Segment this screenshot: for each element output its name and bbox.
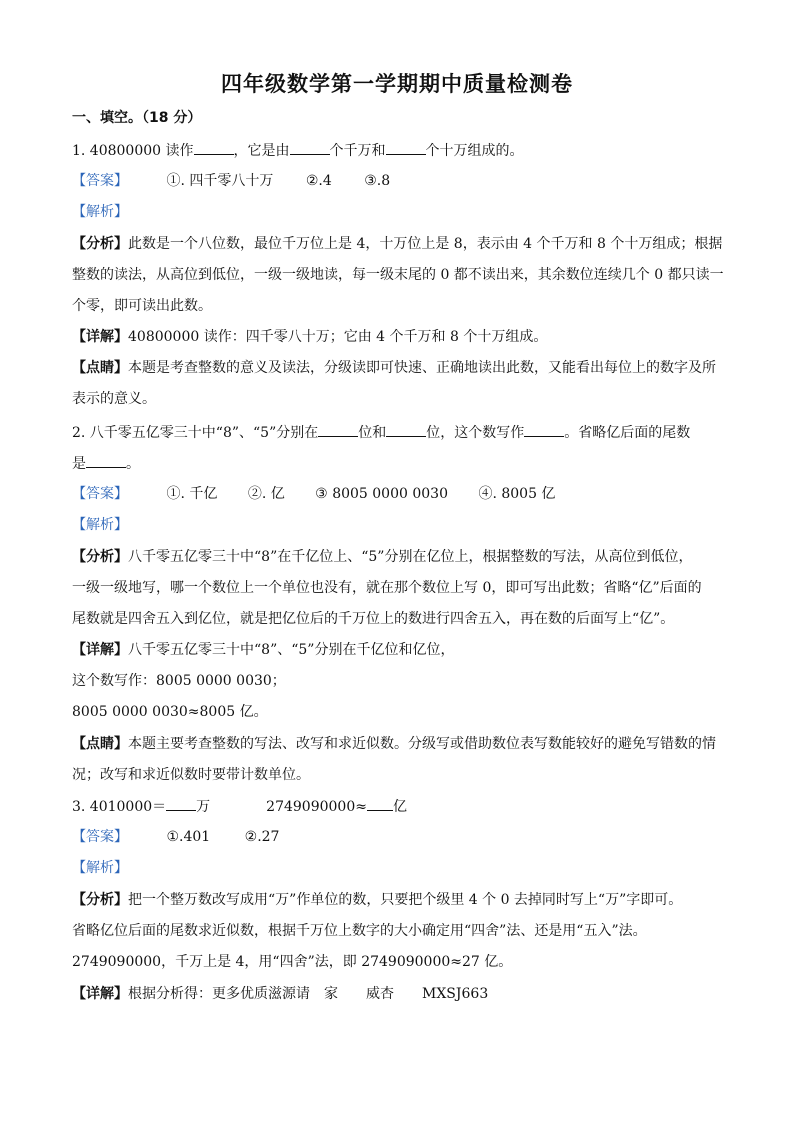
question-2-cont: [72, 453, 140, 474]
q2-analysis-line: 尾数就是四舍五入到亿位，就是把亿位后的千万位上的数进行四舍五入，再在数的后面写上“亿”。: [72, 611, 675, 627]
question-1: [72, 140, 524, 161]
q1-answer-1: ①. 四千零八十万: [166, 173, 274, 189]
q2-answer-2: ②. 亿: [247, 486, 285, 502]
q1-comment: [72, 358, 716, 378]
q3-answer-row: [72, 827, 279, 847]
answer-value: .4: [318, 173, 332, 189]
q2-stem: 位，这个数写作: [426, 425, 525, 441]
q2-stem: 位和: [358, 425, 387, 441]
analysis-heading: 【解析】: [72, 517, 128, 533]
answer-blank: [386, 140, 426, 155]
answer-blank: [290, 140, 330, 155]
q2-answer-4: ④. 8005 亿: [478, 486, 556, 502]
question-2: [72, 422, 690, 443]
q3-stem: 亿: [392, 799, 407, 815]
answer-blank: [318, 422, 358, 437]
q3-stem: 2749090000≈: [266, 799, 367, 815]
answer-blank: [86, 453, 126, 468]
answer-value: .27: [257, 829, 280, 845]
answer-value: 千亿: [189, 486, 218, 502]
analysis-heading: 【解析】: [72, 204, 128, 220]
q2-comment-line: 况；改写和求近似数时要带计数单位。: [72, 767, 310, 783]
q3-stem: 3. 4010000＝: [72, 799, 167, 815]
detail-text: 根据分析得：更多优质滋源请 家 威杏 MXSJ663: [128, 986, 489, 1002]
answer-tag: 【答案】: [72, 829, 128, 845]
analysis-tag: 【分析】: [72, 236, 128, 252]
q2-answer-1: ①. 千亿: [166, 486, 218, 502]
marker: ①: [166, 173, 181, 189]
answer-value: 8005 0000 0030: [332, 486, 448, 502]
q2-detail: [72, 640, 454, 660]
q3-analysis-line: [72, 890, 682, 910]
marker: ④: [478, 486, 493, 502]
marker: ②: [247, 486, 262, 502]
section-heading: 一、填空。（18 分）: [72, 110, 202, 126]
marker: ③: [315, 486, 328, 502]
answer-value: .401: [179, 829, 211, 845]
answer-tag: 【答案】: [72, 486, 128, 502]
answer-blank: [386, 422, 426, 437]
q2-stem: 是: [72, 456, 86, 472]
q2-detail-line: 这个数写作：8005 0000 0030；: [72, 673, 286, 689]
q2-stem: 2. 八千零五亿零三十中“8”、“5”分别在: [72, 425, 319, 441]
q1-stem: 个十万组成的。: [425, 143, 524, 159]
answer-value: .8: [376, 173, 391, 189]
answer-blank: [367, 796, 393, 811]
q3-analysis-line: 省略亿位后面的尾数求近似数，根据千万位上数字的大小确定用“四舍”法、还是用“五入”法。: [72, 923, 647, 939]
answer-blank: [524, 422, 564, 437]
question-3: [72, 796, 407, 817]
q1-comment-line: 表示的意义。: [72, 391, 156, 407]
q1-answer-row: [72, 171, 390, 191]
analysis-tag: 【分析】: [72, 549, 128, 565]
q2-analysis-line: 一级一级地写，哪一个数位上一个单位也没有，就在那个数位上写 0，即可写出此数；省略“亿”后面的: [72, 580, 702, 596]
analysis-tag: 【分析】: [72, 892, 128, 908]
q1-detail: [72, 327, 547, 347]
answer-value: 8005 亿: [501, 486, 556, 502]
q1-stem: ，它是由: [233, 143, 290, 159]
q2-comment: [72, 734, 716, 754]
analysis-text: 把一个整万数改写成用“万”作单位的数，只要把个级里 4 个 0 去掉同时写上“万”字即可。: [128, 892, 683, 908]
answer-tag: 【答案】: [72, 173, 128, 189]
detail-text: 40800000 读作：四千零八十万；它由 4 个千万和 8 个十万组成。: [128, 329, 548, 345]
q1-analysis-line: 个零，即可读出此数。: [72, 298, 212, 314]
q3-answer-1: [166, 827, 210, 847]
marker: ②: [305, 173, 319, 189]
q1-stem: 个千万和: [329, 143, 386, 159]
analysis-heading: 【解析】: [72, 860, 128, 876]
analysis-text: 八千零五亿零三十中“8”在千亿位上、“5”分别在亿位上，根据整数的写法，从高位到低位，: [128, 549, 693, 565]
marker: ①: [166, 486, 181, 502]
q1-analysis-line: 整数的读法，从高位到低位，一级一级地读，每一级末尾的 0 都不读出来，其余数位连续几个 0 都只读一: [72, 267, 724, 283]
q2-stem: 。省略亿后面的尾数: [564, 425, 691, 441]
analysis-text: 此数是一个八位数，最位千万位上是 4，十万位上是 8，表示由 4 个千万和 8 个十万组成；根据: [128, 236, 723, 252]
q1-stem: 1. 40800000 读作: [72, 143, 194, 159]
q3-stem: 万: [196, 799, 211, 815]
q1-analysis-line: [72, 234, 722, 254]
q3-analysis-line: 2749090000，千万上是 4，用“四舍”法，即 2749090000≈27 亿。: [72, 954, 513, 970]
q3-answer-2: [245, 827, 280, 847]
q1-answer-2: [306, 171, 332, 191]
marker: ③: [364, 173, 377, 189]
answer-value: 四千零八十万: [189, 173, 274, 189]
q2-answer-3: [315, 484, 448, 504]
q1-answer-3: [364, 171, 390, 191]
answer-value: 亿: [270, 486, 285, 502]
detail-tag: 【详解】: [72, 642, 128, 658]
comment-text: 本题是考查整数的意义及读法，分级读即可快速、正确地读出此数，又能看出每位上的数字及所: [128, 360, 716, 376]
detail-tag: 【详解】: [72, 986, 128, 1002]
page-title: 四年级数学第一学期期中质量检测卷: [221, 72, 573, 96]
q2-analysis-line: [72, 547, 692, 567]
q3-detail: [72, 984, 488, 1004]
marker: ②: [244, 829, 258, 845]
answer-blank: [166, 796, 196, 811]
comment-tag: 【点睛】: [72, 360, 128, 376]
comment-text: 本题主要考查整数的写法、改写和求近似数。分级写或借助数位表写数能较好的避免写错数的情: [128, 736, 716, 752]
comment-tag: 【点睛】: [72, 736, 128, 752]
q2-detail-line: 8005 0000 0030≈8005 亿。: [72, 704, 268, 720]
marker: ①: [166, 829, 180, 845]
q2-answer-row: [72, 484, 555, 504]
answer-blank: [194, 140, 234, 155]
detail-tag: 【详解】: [72, 329, 128, 345]
q2-stem: 。: [126, 456, 140, 472]
detail-text: 八千零五亿零三十中“8”、“5”分别在千亿位和亿位，: [128, 642, 455, 658]
